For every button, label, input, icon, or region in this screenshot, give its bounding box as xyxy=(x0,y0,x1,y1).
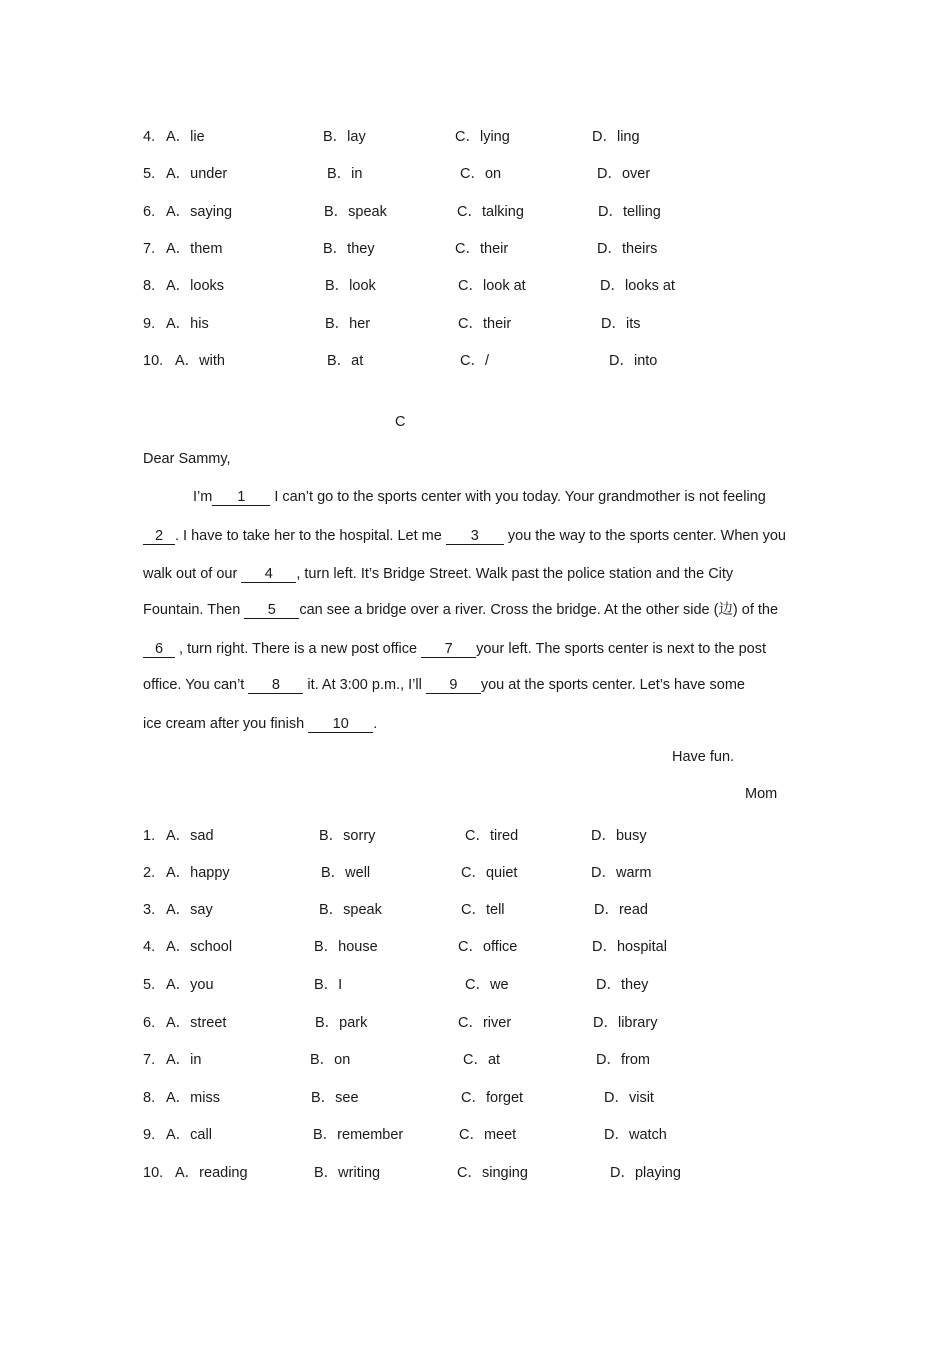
option-c: C．on xyxy=(460,166,502,182)
option-d: D．busy xyxy=(591,828,647,844)
blank-4: 4 xyxy=(241,566,296,583)
option-a: A．say xyxy=(166,902,213,918)
passage-text: I can’t go to the sports center with you today. Your grandmother is not feeling xyxy=(274,489,766,505)
option-a: A．in xyxy=(166,1052,202,1068)
passage-text: it. At 3:00 p.m., I’ll xyxy=(307,677,422,693)
option-b: B．park xyxy=(315,1015,368,1031)
option-b: B．speak xyxy=(319,902,382,918)
question-row xyxy=(0,826,950,846)
option-b: B．lay xyxy=(323,129,366,145)
question-number: 8. xyxy=(143,278,156,294)
passage-line xyxy=(143,675,930,695)
blank-6: 6 xyxy=(143,641,175,658)
option-b: B．remember xyxy=(313,1127,404,1143)
passage-text: you the way to the sports center. When you xyxy=(507,528,786,544)
option-b: B．house xyxy=(314,939,378,955)
option-a: A．school xyxy=(166,939,233,955)
option-c: C．we xyxy=(465,977,509,993)
question-row xyxy=(0,1050,950,1070)
question-row xyxy=(0,164,950,184)
option-c: C．talking xyxy=(457,204,524,220)
option-d: D．its xyxy=(601,316,641,332)
passage-line xyxy=(143,639,910,659)
passage-text: can see a bridge over a river. Cross the bridge. At the other side (边) of the xyxy=(299,602,779,618)
option-b: B．at xyxy=(327,353,364,369)
option-a: A．happy xyxy=(166,865,230,881)
option-c: C．quiet xyxy=(461,865,518,881)
option-d: D．over xyxy=(597,166,651,182)
option-a: A．you xyxy=(166,977,214,993)
passage-text: I’m xyxy=(193,489,213,505)
question-row xyxy=(0,276,950,296)
passage-line xyxy=(143,714,910,734)
option-c: C．forget xyxy=(461,1090,524,1106)
option-d: D．looks at xyxy=(600,278,675,294)
option-c: C．at xyxy=(463,1052,501,1068)
question-row xyxy=(0,1088,950,1108)
option-a: A．saying xyxy=(166,204,233,220)
question-row xyxy=(0,1125,950,1145)
question-row xyxy=(0,937,950,957)
blank-9: 9 xyxy=(426,677,481,694)
passage-text: . I have to take her to the hospital. Let me xyxy=(175,528,442,544)
option-a: A．them xyxy=(166,241,223,257)
question-row xyxy=(0,351,950,371)
blank-8: 8 xyxy=(248,677,303,694)
option-c: C．office xyxy=(458,939,518,955)
option-b: B．her xyxy=(325,316,371,332)
option-d: D．visit xyxy=(604,1090,654,1106)
question-row xyxy=(0,863,950,883)
question-number: 9. xyxy=(143,316,156,332)
option-b: B．on xyxy=(310,1052,351,1068)
letter-closing: Have fun. xyxy=(672,749,735,765)
option-a: A．his xyxy=(166,316,209,332)
question-row xyxy=(0,1163,950,1183)
option-a: A．sad xyxy=(166,828,214,844)
passage-text: walk out of our xyxy=(143,566,238,582)
question-number: 7. xyxy=(143,1052,156,1068)
blank-1: 1 xyxy=(212,489,270,506)
blank-5: 5 xyxy=(244,602,299,619)
option-b: B．writing xyxy=(314,1165,381,1181)
question-row xyxy=(0,314,950,334)
blank-2: 2 xyxy=(143,528,175,545)
passage-text: , turn left. It’s Bridge Street. Walk past the police station and the City xyxy=(296,566,734,582)
option-d: D．from xyxy=(596,1052,650,1068)
option-c: C．look at xyxy=(458,278,526,294)
option-b: B．well xyxy=(321,865,371,881)
passage-text: , turn right. There is a new post office xyxy=(179,641,418,657)
blank-10: 10 xyxy=(308,716,373,733)
passage-text: ice cream after you finish xyxy=(143,716,305,732)
option-d: D．read xyxy=(594,902,648,918)
question-number: 4. xyxy=(143,129,156,145)
question-number: 8. xyxy=(143,1090,156,1106)
question-number: 3. xyxy=(143,902,156,918)
option-a: A．looks xyxy=(166,278,225,294)
option-c: C．tell xyxy=(461,902,505,918)
question-number: 10. xyxy=(143,1165,164,1181)
section-label: C xyxy=(395,414,406,430)
option-d: D．into xyxy=(609,353,658,369)
option-a: A．call xyxy=(166,1127,212,1143)
passage-line xyxy=(143,564,910,584)
letter-greeting: Dear Sammy, xyxy=(143,451,231,467)
question-number: 2. xyxy=(143,865,156,881)
option-a: A．with xyxy=(175,353,225,369)
option-a: A．lie xyxy=(166,129,205,145)
option-b: B．sorry xyxy=(319,828,376,844)
passage-text: your left. The sports center is next to the post xyxy=(476,641,766,657)
question-row xyxy=(0,239,950,259)
question-row xyxy=(0,1013,950,1033)
option-d: D．they xyxy=(596,977,649,993)
option-c: C．/ xyxy=(460,353,489,369)
question-row xyxy=(0,127,950,147)
option-d: D．playing xyxy=(610,1165,681,1181)
question-number: 6. xyxy=(143,1015,156,1031)
option-c: C．singing xyxy=(457,1165,528,1181)
option-c: C．lying xyxy=(455,129,510,145)
passage-text: . xyxy=(373,716,378,732)
passage-text: office. You can’t xyxy=(143,677,245,693)
option-d: D．hospital xyxy=(592,939,667,955)
option-d: D．theirs xyxy=(597,241,658,257)
option-d: D．telling xyxy=(598,204,661,220)
question-number: 1. xyxy=(143,828,156,844)
option-b: B．in xyxy=(327,166,363,182)
option-c: C．meet xyxy=(459,1127,517,1143)
blank-3: 3 xyxy=(446,528,504,545)
option-a: A．street xyxy=(166,1015,227,1031)
question-number: 9. xyxy=(143,1127,156,1143)
option-d: D．library xyxy=(593,1015,658,1031)
question-row xyxy=(0,900,950,920)
passage-line xyxy=(193,487,910,507)
letter-signature: Mom xyxy=(745,786,778,802)
option-c: C．tired xyxy=(465,828,519,844)
passage-line xyxy=(143,600,910,620)
question-number: 6. xyxy=(143,204,156,220)
blank-7: 7 xyxy=(421,641,476,658)
option-b: B．see xyxy=(311,1090,359,1106)
option-b: B．I xyxy=(314,977,343,993)
option-d: D．warm xyxy=(591,865,652,881)
question-row xyxy=(0,975,950,995)
option-c: C．their xyxy=(458,316,512,332)
option-b: B．they xyxy=(323,241,375,257)
option-b: B．look xyxy=(325,278,376,294)
option-c: C．their xyxy=(455,241,509,257)
passage-text: you at the sports center. Let’s have some xyxy=(480,677,745,693)
question-number: 5. xyxy=(143,977,156,993)
question-number: 10. xyxy=(143,353,164,369)
question-number: 4. xyxy=(143,939,156,955)
passage-line xyxy=(143,526,910,546)
question-number: 7. xyxy=(143,241,156,257)
option-b: B．speak xyxy=(324,204,387,220)
question-row xyxy=(0,202,950,222)
option-c: C．river xyxy=(458,1015,512,1031)
passage-text: Fountain. Then xyxy=(143,602,241,618)
option-d: D．ling xyxy=(592,129,640,145)
option-a: A．miss xyxy=(166,1090,220,1106)
option-a: A．reading xyxy=(175,1165,248,1181)
option-d: D．watch xyxy=(604,1127,667,1143)
question-number: 5. xyxy=(143,166,156,182)
option-a: A．under xyxy=(166,166,228,182)
